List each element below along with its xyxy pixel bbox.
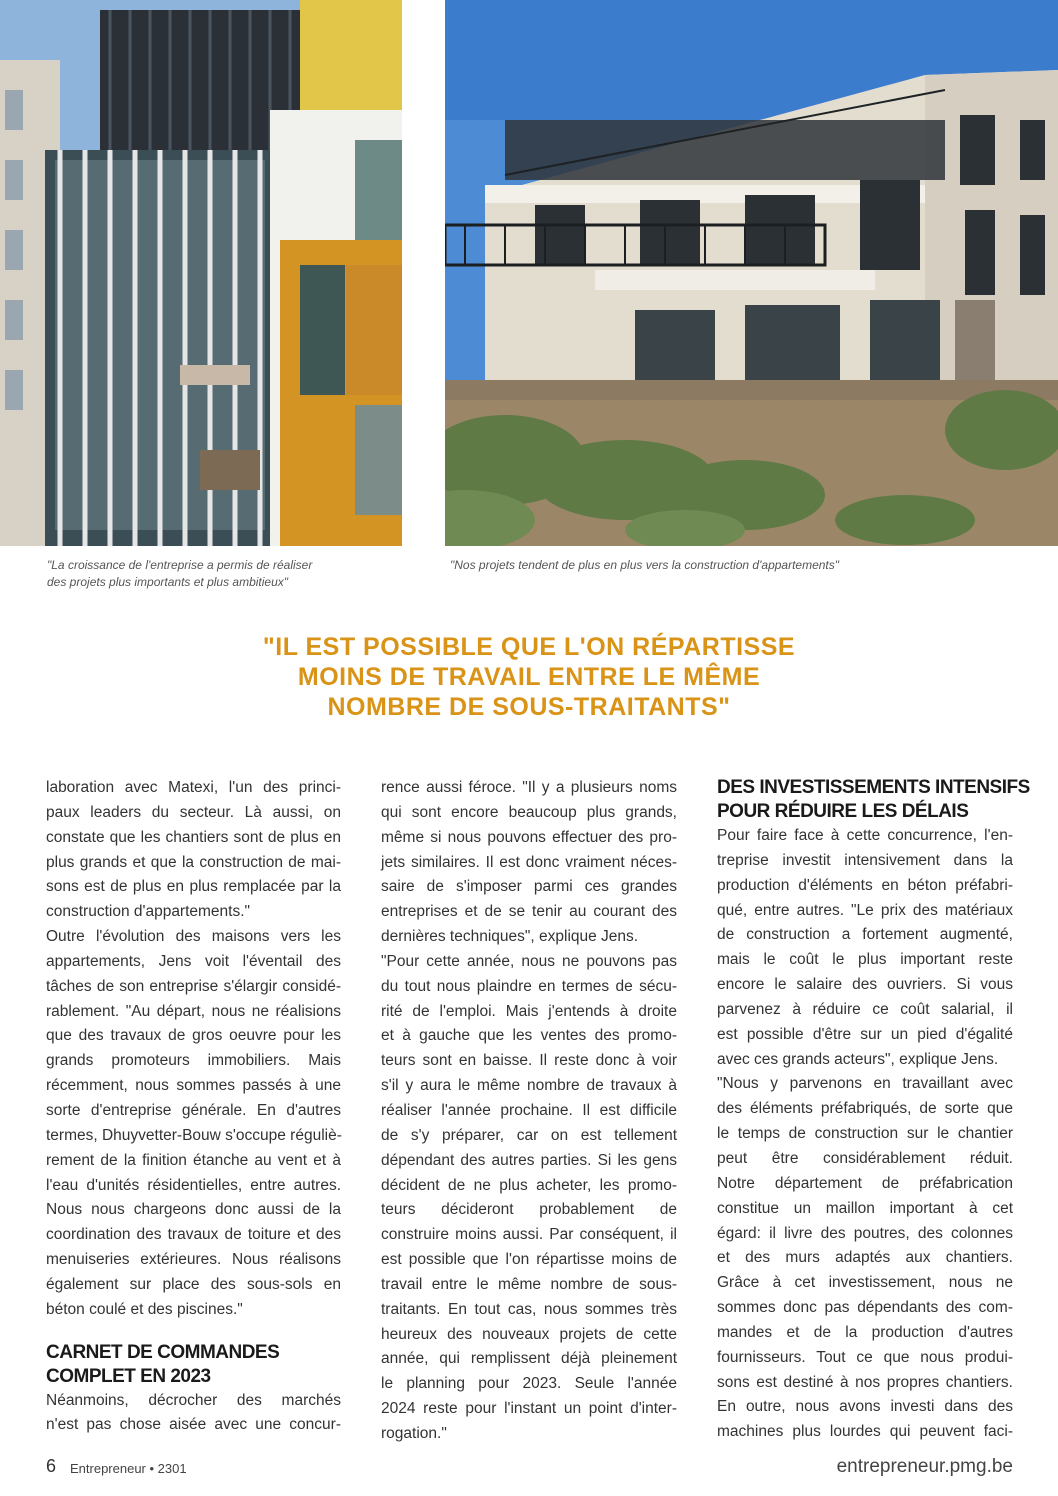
body-line: Outre l'évolution des maisons vers les xyxy=(46,928,341,946)
body-line: rence aussi féroce. "Il y a plusieurs noms xyxy=(381,779,677,796)
body-line: Notre département de préfabrication xyxy=(717,1174,1013,1192)
body-line: s'il y aura le même nombre de travaux à xyxy=(381,1077,677,1095)
section-heading-orders xyxy=(46,1341,341,1389)
body-line: parvenez à réduire ce coût salarial, il xyxy=(717,1000,1013,1018)
body-line: fournisseurs. Tout ce que nous produi- xyxy=(717,1348,1013,1366)
body-line: béton coulé et des piscines." xyxy=(46,1300,243,1318)
body-line: dépendant des autres parties. Si les gens xyxy=(381,1151,677,1169)
body-line: constitue un maillon important à cet xyxy=(717,1199,1013,1217)
body-line: travail entre le même nombre de sous- xyxy=(381,1275,677,1293)
body-line: de construction a fortement augmenté, xyxy=(717,926,1013,944)
body-line: et des murs adaptés aux chantiers. xyxy=(717,1249,1013,1267)
body-line: qui sont encore beaucoup plus grands, xyxy=(381,803,677,821)
heading-line: CARNET DE COMMANDES xyxy=(46,1341,280,1363)
body-line: "Nous y parvenons en travaillant avec xyxy=(717,1075,1013,1093)
body-line: année, qui remplissent déjà pleinement xyxy=(381,1350,677,1368)
body-line: mandes et de la production d'autres xyxy=(717,1323,1013,1341)
body-line: sons est de plus en plus remplacée par la xyxy=(46,878,341,896)
body-line: que des travaux de gros oeuvre pour les xyxy=(46,1027,341,1045)
body-line: le temps de construction sur le chantier xyxy=(717,1125,1013,1143)
body-line: jets similaires. Il est donc vraiment néces- xyxy=(381,853,677,871)
body-line: sons est destiné à nos propres chantiers. xyxy=(717,1373,1013,1391)
caption-line: des projets plus importants et plus ambitieux" xyxy=(47,575,289,589)
body-line: teurs sont en baisse. Il reste donc à voir xyxy=(381,1052,677,1070)
body-line: dernières techniques", explique Jens. xyxy=(381,928,639,946)
body-line: appartements, Jens voit l'éventail des xyxy=(46,952,341,970)
body-line: Nous nous chargeons donc aussi de la xyxy=(46,1201,341,1219)
body-line: décident de ne plus acheter, les promo- xyxy=(381,1176,677,1194)
body-line: "Pour cette année, nous ne pouvons pas xyxy=(381,952,677,970)
body-line: tâches de son entreprise s'élargir considé- xyxy=(46,977,341,995)
body-line: égard: il livre des poutres, des colonnes xyxy=(717,1224,1013,1242)
body-line: construction d'appartements." xyxy=(46,903,251,921)
body-line: En outre, nous avons investi dans des xyxy=(717,1398,1013,1416)
body-line: traitants. En tout cas, nous sommes très xyxy=(381,1300,677,1318)
pull-quote xyxy=(160,632,898,722)
heading-line: DES INVESTISSEMENTS INTENSIFS xyxy=(717,777,1030,798)
body-line: du tout nous plaindre en termes de sécu- xyxy=(381,977,677,995)
photo-caption-right: "Nos projets tendent de plus en plus vers la construction d'appartements" xyxy=(450,558,840,572)
body-line: construire moins aussi. Par conséquent, il xyxy=(381,1226,677,1244)
footer-url-link[interactable]: entrepreneur.pmg.be xyxy=(836,1456,1013,1477)
body-line: heureux des nouveaux projets de cette xyxy=(381,1325,677,1343)
body-line: encore le salaire des ouvriers. Si vous xyxy=(717,976,1013,994)
body-line: laboration avec Matexi, l'un des princi- xyxy=(46,779,341,796)
body-line: treprise investit intensivement dans la xyxy=(717,851,1013,869)
body-line: saire de s'imposer parmi ces grandes xyxy=(381,878,677,896)
pull-quote-line: MOINS DE TRAVAIL ENTRE LE MÊME xyxy=(297,663,761,691)
body-line: également sur place des sous-sols en xyxy=(46,1275,341,1293)
heading-line: POUR RÉDUIRE LES DÉLAIS xyxy=(717,801,969,822)
body-line: rogation." xyxy=(381,1424,447,1442)
body-line: paux leaders du secteur. Là aussi, on xyxy=(46,803,341,821)
body-line: termes, Dhuyvetter-Bouw s'occupe réguliè- xyxy=(46,1126,342,1144)
pull-quote-line: NOMBRE DE SOUS-TRAITANTS" xyxy=(327,693,731,721)
body-line: sorte d'entreprise générale. En d'autres xyxy=(46,1101,341,1119)
body-line: est possible que l'on répartisse moins de xyxy=(381,1251,677,1269)
body-line: des éléments préfabriqués, de sorte que xyxy=(717,1100,1013,1118)
body-line: rité de l'emploi. Mais j'entends à droite xyxy=(381,1002,677,1020)
body-line: récemment, nous sommes passés à une xyxy=(46,1077,341,1095)
article-column-2 xyxy=(381,776,677,1447)
body-line: l'eau d'unités résidentielles, entre autres. xyxy=(46,1176,341,1194)
body-line: Grâce à cet investissement, nous ne xyxy=(717,1274,1013,1292)
body-line: réaliser l'année prochaine. Il est difficile xyxy=(381,1101,677,1119)
caption-line: "La croissance de l'entreprise a permis de réaliser xyxy=(47,558,313,572)
body-line: coordination des travaux de toiture et des xyxy=(46,1226,341,1244)
photo-apartment-building xyxy=(445,0,1058,546)
body-line: 2024 reste pour l'instant un point d'inter- xyxy=(381,1400,677,1418)
body-line: et à gauche que les ventes des promo- xyxy=(381,1027,677,1045)
body-line: est possible d'être sur un pied d'égalité xyxy=(717,1025,1013,1043)
body-line: menuiseries extérieures. Nous réalisons xyxy=(46,1251,341,1269)
photo-caption-left xyxy=(47,557,347,591)
body-line: peut être considérablement réduit. xyxy=(717,1149,1013,1167)
photo-facade-glass-building xyxy=(0,0,402,546)
body-line: sommes donc pas dépendants des com- xyxy=(717,1299,1013,1317)
article-column-3 xyxy=(717,776,1030,1445)
publication-name: Entrepreneur • 2301 xyxy=(70,1461,187,1476)
pull-quote-line: "IL EST POSSIBLE QUE L'ON RÉPARTISSE xyxy=(262,633,796,661)
body-line: production d'éléments en béton préfabri- xyxy=(717,876,1013,894)
body-line: plus grands et que la construction de mai- xyxy=(46,853,341,871)
body-line: le planning pour 2023. Seule l'année xyxy=(381,1375,677,1393)
article-column-1 xyxy=(46,776,341,1438)
body-line: qué, entre autres. "Le prix des matériaux xyxy=(717,901,1013,919)
body-line: Pour faire face à cette concurrence, l'en- xyxy=(717,827,1013,844)
body-line: grands promoteurs immobiliers. Mais xyxy=(46,1052,341,1070)
body-line: teurs décideront probablement de xyxy=(381,1201,677,1219)
body-line: de s'y préparer, car on est tellement xyxy=(381,1126,677,1144)
body-line: même si nous pouvons effectuer des pro- xyxy=(381,828,677,846)
body-line: rement de la finition étanche au vent et à xyxy=(46,1151,341,1169)
body-line: rablement. "Au départ, nous ne réalisions xyxy=(46,1002,341,1020)
body-line: mais le coût le plus important reste xyxy=(717,951,1013,969)
body-line: Néanmoins, décrocher des marchés xyxy=(46,1391,341,1409)
body-line: entreprises et de se tenir au courant des xyxy=(381,903,677,921)
body-line: avec ces grands acteurs", explique Jens. xyxy=(717,1050,999,1068)
heading-line: COMPLET EN 2023 xyxy=(46,1365,211,1387)
page-number: 6 xyxy=(46,1456,57,1476)
body-line: constate que les chantiers sont de plus en xyxy=(46,828,341,846)
body-line: n'est pas chose aisée avec une concur- xyxy=(46,1416,341,1434)
body-line: machines plus lourdes qui peuvent faci- xyxy=(717,1423,1013,1441)
section-heading-investments xyxy=(717,776,1030,824)
